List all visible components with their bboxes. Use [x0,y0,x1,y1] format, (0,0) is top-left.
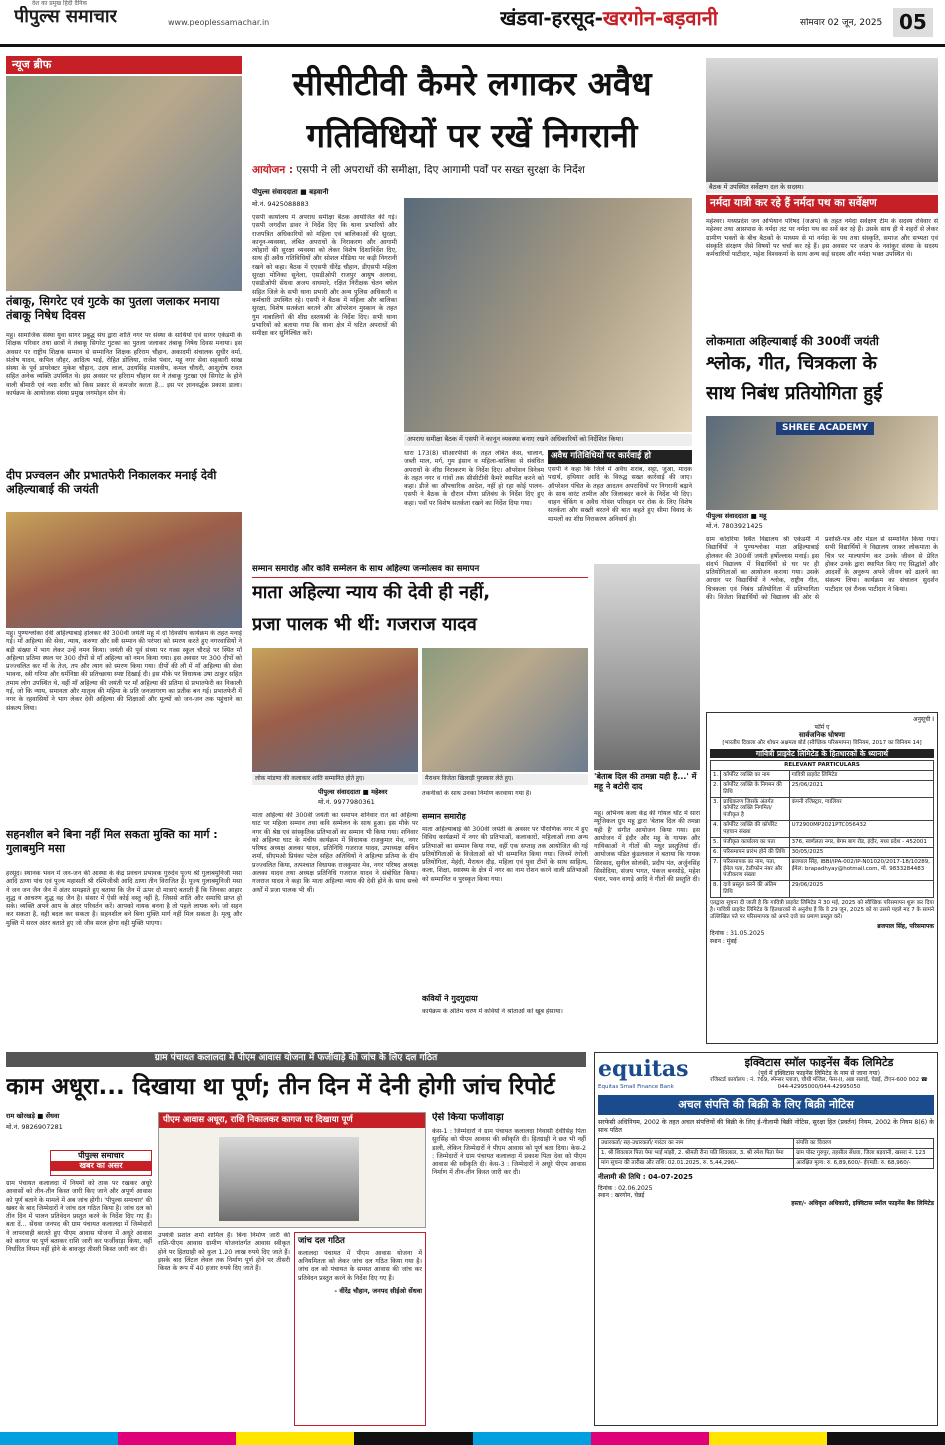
equitas-address: रजिस्टर्ड कार्यालय : नं. 769, स्पेन्सर प्लाजा, चौथी मंजिल, फेस-II, अन्ना सलाई, चेन्नई, टीएन-600 002 ☎ 044-42995000/044-42995050 [710,1077,928,1091]
story2-headline: दीप प्रज्वलन और प्रभातफेरी निकालकर मनाई देवी अहिल्याबाई की जयंती [6,468,217,497]
notice-cell: कंपनी रजिस्ट्रार, ग्वालियर [789,797,933,821]
equitas-sign: हस्ता/- अधिकृत अधिकारी, इक्विटास स्मॉल फाइनेंस बैंक लिमिटेड [791,1199,934,1207]
event-body-col2c: कार्यक्रम के अंतिम चरण में कवियों ने श्रोताओं को खूब हंसाया। [422,1008,563,1015]
academy-headline-line1: लोकमाता अहिल्याबाई की 300वीं जयंती [706,334,879,348]
lead-kicker-text: एसपी ने ली अपराधों की समीक्षा, दिए आगामी पर्वों पर सख्त सुरक्षा के निर्देश [296,164,585,176]
event-photo-2-caption: मैराथन विजेता खिलाड़ी पुरस्कार लेते हुए। [422,774,588,785]
liquidation-notice-ad [706,712,938,1044]
equitas-cell: उधारकर्ता/ सह-उधारकर्ता/ गारंटर का नाम [599,1139,794,1149]
equitas-row [599,1139,934,1149]
pmay-team-head: जांच दल गठित [298,1236,345,1246]
notice-cell: 3. [711,797,721,821]
color-swatch-cyan-2 [473,1432,591,1445]
singer-photo [594,564,700,770]
story3-headline: सहनशील बने बिना नहीं मिल सकता मुक्ति का मार्ग : गुलाबमुनि मसा [6,828,218,855]
event-subhead-1: सम्मान समारोह [422,812,466,821]
color-swatch-black [354,1432,472,1445]
news-brief-bar [6,56,242,74]
notice-company: गावित्री प्राइवेट लिमिटेड के हितधारकों के ध्यानार्थ [710,749,934,758]
news-brief-label: न्यूज ब्रीफ [12,58,52,71]
event-body-col1: माता अहिल्या की 300वीं जयंती का समापन शनिवार रात को अहिल्या घाट पर महिला सम्मान तथा कवि सम्मेलन के साथ हुआ। इस मौके पर नगर की श्रेष्ठ एवं सांस्कृतिक प्रतिभाओं का सम्मान भी किया गया। शनिवार को अहिल्या घाट के मंचीय कार्यक्रम में विधायक राजकुमार मेव, नगर परिषद अध्यक्ष अलका यादव, प्रतिनिधि गजराज यादव, उपाध्यक्ष सचिन शर्मा, सीएमओ प्रियंका पटेल सहित अतिथियों ने अहिल्या प्रतिमा के दीप प्रज्ज्वलित किया, तत्पश्चात विधायक राजकुमार मेव, नगर परिषद अध्यक्ष अलका यादव तथा अध्यक्ष प्रतिनिधि गजराज यादव ने संबोधित किया। गजराज यादव ने कहा कि माता अहिल्या न्याय की देवी होने के साथ सच्चे अर्थों में प्रजा पालक भी थीं। [252,812,418,894]
page-number: 05 [893,8,933,37]
notice-row [711,881,934,898]
event-body-col2b: माता अहिल्याबाई की 300वीं जयंती के अवसर पर पौराणिक नगर में हुए विविध कार्यक्रमों में नगर की प्रतिभाओं, कलाकारों, महिलाओं तथा अन्य प्रतिभाओं का सम्मान किया गया, वहीं एक सप्ताह तक आयोजित की गई प्रतियोगिताओं के विजेताओं को भी सम्मानित किया गया। जिनमें रंगोली प्रतियोगिता, मेहंदी, मैराथन दौड़, महिला एवं युवा टीमों के साथ साहित्य, कला, शिक्षा, स्वास्थ्य के क्षेत्र में नगर का नाम रोशन करने वाली प्रतिभाओं को सम्मानित व पुरस्कृत किया गया। [422,826,588,883]
equitas-title: इक्विटास स्मॉल फाइनेंस बैंक लिमिटेड [744,1056,894,1069]
masthead [0,0,945,44]
equitas-logo: equitas [598,1056,689,1082]
newspaper-logo: पीपुल्स समाचार [14,6,117,27]
equitas-auction-date: नीलामी की तिथि : 04-07-2025 [598,1172,693,1181]
event-photo-2 [422,648,588,772]
notice-cell: गावित्री प्राइवेट लिमिटेड [789,770,933,780]
masthead-rule [0,44,945,47]
singer-headline: 'बेताब दिल की तमन्ना यही है...' में महू ने बटोरी दाद [594,772,697,791]
equitas-cell: 1. श्री शिवलाल पिता पेमा भाई मांझी, 2. श्रीमती रीना पति शिवलाल, 3. श्री रमेश पिता पेमा [599,1149,794,1159]
academy-photo-banner: SHREE ACADEMY [776,422,874,435]
notice-cell: 30/05/2025 [789,847,933,857]
notice-cell: 1. [711,770,721,780]
notice-appendix: अनुसूची I [912,716,934,723]
impact-badge-logo: पीपुल्स समाचार [78,1151,124,1160]
impact-badge-label: खबर का असर [51,1161,151,1171]
event-headline-line1: माता अहिल्या न्याय की देवी ही नहीं, [252,582,491,603]
story1-body: महू। सामाजिक संस्था युवा सागर प्रबुद्ध संघ द्वारा शांति नगर पर संस्था के साथियों एवं सागर एकेडमी के शिक्षक परिवार तथा छात्रों ने तंबाकू सिगरेट गुटका का पुतला जलाकर तंबाकू निषेध दिवस मनाया। इस अवसर पर राष्ट्रीय शिक्षक सम्मान से सम्मानित शिक्षक हरिराम चौहान, अकादमी संचालक सुधीर वर्मा, संतोष यादव, कपिल जौहर, आदित्य भाई, रोहित डोलिया, राजेश पंवार, महू नगर सेवा सहकारी साख संस्था के पूर्व डायरेक्टर मुकेश चौहान, उदय लाल, उदयसिंह मालवीय, कमल चौधरी, आशुतोष रावत सहित अनेक व्यक्ति उपस्थित थे। इस अवसर पर हरिराम चौहान सर ने तंबाकू गुटखा एवं सिगरेट के होने वाली बीमारी एवं नशा शरीर को किस प्रकार से कमजोर करता है... इस पर ज्ञानवर्द्धक प्रकाश डाला। कार्यक्रम के आयोजक संस्था प्रमुख जगमोहन सोन थे। [6,332,242,398]
notice-cell: परिसमापक का नाम, पता, ईमेल पता, टेलीफोन नंबर और पंजीकरण संख्या [721,857,789,881]
lead-subhead: अवैध गतिविधियों पर कार्रवाई हो [548,450,692,464]
color-swatch-yellow [236,1432,354,1445]
equitas-row [599,1159,934,1169]
pmay-cases: केस-1 : जिम्मेदारों ने ग्राम पंचायत कलालदा निवासी देवीसिंह पिता सुरसिंह को पीएम आवास की स्वीकृति दी। हितग्राही ने छत भी नहीं डाली, लेकिन जिम्मेदारों ने पीएम आवास को पूर्ण बता दिया। केस-2 : जिम्मेदारों ने ग्राम पंचायत कलालदा में प्रकाश पिता देवा को पीएम आवास की स्वीकृति दी। केस-3 : जिम्मेदारों ने अधूरे पीएम आवास निर्माण में तीन-तीन किस्त जारी कर दी। [432,1128,586,1177]
notice-cell: परिसमापन प्रारंभ होने की तिथि [721,847,789,857]
notice-cell: 8. [711,881,721,898]
notice-cell: 6. [711,847,721,857]
equitas-notice-title: अचल संपत्ति की बिक्री के लिए बिक्री नोटिस [598,1095,934,1115]
equitas-cell: संपत्ति का विवरण [794,1139,934,1149]
color-swatch-magenta-2 [591,1432,709,1445]
notice-cell: प्राधिकरण जिसके अंतर्गत कॉर्पोरेट व्यक्ति निगमित/पंजीकृत है [721,797,789,821]
notice-row [711,847,934,857]
lead-headline-line1: सीसीटीवी कैमरे लगाकर अवैध [292,64,652,103]
notice-cell: 4. [711,821,721,838]
notice-cell: 29/06/2025 [789,881,933,898]
event-photo-1-caption: लोक मांडणा की कलाकार शांति सम्मानित होते हुए। [252,774,418,785]
lead-body-col1: एसपी कार्यालय में अपराध समीक्षा बैठक आयोजित की गई। एसपी जगदीश डावर ने निर्देश दिए कि थाना प्रभारियों और राजपत्रित अधिकारियों को महिला एवं बालिकाओं की सुरक्षा, कानून-व्यवस्था, लंबित अपराधों के निराकरण और आगामी त्योहारों की सुरक्षा व्यवस्था को लेकर विशेष दिशानिर्देश दिए, साथ ही अवैध गतिविधियों और सोशल मीडिया पर कड़ी निगरानी रखने को कहा। बैठक में एएसपी धीरेंद्र चौहान, डीएसपी महिला सुरक्षा मोनिका सुनेला, एसडीओपी राजपुर आयुष अलावा, एसडीओपी सेंधवा अजय वाघमारे, रक्षित निरीक्षक चेतन बघेल सहित जिले के सभी थाना प्रभारी और अन्य पुलिस अधिकारी व कर्मचारी उपस्थित रहे। एसपी ने बैठक में महिला और बालिका सुरक्षा, विशेष सतर्कता बरतने और ऑपरेशन मुस्कान के तहत गुम नाबालिगों की शीघ्र दस्तयाबी के निर्देश दिए। सभी थाना प्रभारियों को बताया गया कि थाना क्षेत्र में घटित अपराधों की समीक्षा कर सुनिश्चित करें। [252,214,397,338]
pmay-clipping [158,1112,426,1228]
color-swatch-cyan [0,1432,118,1445]
notice-row [711,780,934,797]
equitas-logo-block [598,1056,689,1090]
pmay-team-box [294,1232,426,1426]
lead-byline: पीपुल्स संवाददाता ■ बड़वानी [252,188,329,196]
notice-row [711,797,934,821]
issue-date: सोमवार 02 जून, 2025 [800,18,883,28]
pmay-headline: काम अधूरा... दिखाया था पूर्ण; तीन दिन में देनी होगी जांच रिपोर्ट [6,1074,555,1100]
equitas-place: स्थान : खरगोन, चेन्नई [598,1192,645,1200]
notice-table-head: RELEVANT PARTICULARS [711,761,934,771]
print-color-bar [0,1432,945,1445]
section-title-part-a: खंडवा-हरसूद- [500,6,603,30]
equitas-header [598,1056,934,1091]
color-swatch-black-2 [827,1432,945,1445]
lead-photo-caption: अपराध समीक्षा बैठक में एसपी ने कानून व्यवस्था बनाए रखने अधिकारियों को निर्देशित किया। [404,434,692,446]
equitas-ad [594,1052,938,1426]
academy-photo [706,416,938,510]
academy-mobile: मो.नं. 7803921425 [706,522,763,530]
equitas-row [599,1149,934,1159]
equitas-table [598,1138,934,1169]
pmay-team-sign: - वीरेंद्र चौहान, जनपद सीईओ सेंधवा [334,1286,422,1295]
website-url: www.peoplessamachar.in [168,18,270,27]
notice-cell: 7. [711,857,721,881]
story3-body: हरसूद। स्थानक भवन में जन-जन की आस्था के केंद्र प्रवचन प्रभावक गुरुदेव पूज्य श्री गुलाबमुनिजी मसा आदि ठाणा पांच एवं पूज्य महासती श्री रश्मिजीश्री आदि ठाणा तीन विराजित हैं। पूज्य गुलाबमुनिजी मसा ने जन जन जैन जैन में अंतर समझाते हुए बताया कि जैन में ऊपर दो मात्राएं बताती हैं कि जिनका आहार शुद्ध व आचरण शुद्ध वह जैन है। संसार में ऐसी कोई वस्तु नहीं है, जिससे शांति और समाधि प्राप्त हो सके। व्यक्ति अपने आप के अंदर परिवर्तन करें। आपको नायक बनना है तो पहले लायक बनें। जो सहन कर सकता है, वही बदल कर सकता है। सहनशील बने बिना मुक्ति मार्ग नहीं मिल सकता है। मृत्यु और मुक्ति में सरल अंतर बताते हुए जो जीव सरल होगा वही मुक्ति पाएगा। [6,870,242,927]
notice-row [711,821,934,838]
notice-cell: 5. [711,837,721,847]
event-body-col2a: तकनीकों के साथ उनका निर्माण करवाया गया है। [422,790,532,797]
equitas-date: दिनांक : 02.06.2025 [598,1184,653,1192]
narmada-body: महेश्वर। मध्यप्रदेश जन अभियान परिषद (जअप) के तहत नर्मदा सर्वेक्षण टीम के सदस्य रविवार से महेश्वर तथा आसपास के नर्मदा तट पर नर्मदा पथ का सर्वे कर रहे हैं। उसके साथ ही ये शहरों से लेकर ग्रामीण भक्तों के बीच बैठकों के माध्यम से मां नर्मदा के पथ तथा संस्कृति, समाज और सभ्यता एवं संस्कृति संरक्षण जैसे विषयों पर चर्चा कर रहे हैं। इस अवसर पर जअप के नवांकुर संस्था के सदस्य कर्मचारियों पाटीदार, महेश विश्वकर्मा के साथ अन्य कई सदस्य और नर्मदा भक्त उपस्थित थे। [706,218,938,259]
academy-headline-line3: साथ निबंध प्रतियोगिता हुई [706,383,883,404]
notice-signoff: ब्रजपाल सिंह, परिसमापक [877,922,934,930]
pmay-clipping-headline: पीएम आवास अधूरा, राशि निकालकर कागज पर दिखाया पूर्ण [159,1113,425,1128]
lead-headline-line2: गतिविधियों पर रखें निगरानी [306,116,638,155]
section-title-part-b: खरगोन-बड़वानी [602,6,718,30]
notice-cell: कॉर्पोरेट व्यक्ति का नाम [721,770,789,780]
story1-headline: तंबाकू, सिगरेट एवं गुटके का पुतला जलाकर मनाया तंबाकू निषेध दिवस [6,294,220,323]
pmay-clipping-photo [219,1137,359,1221]
equitas-cell: ग्राम पोस्ट गुरुपुर, तहसील सेंधवा, जिला बड़वानी, खसरा नं. 123 [794,1149,934,1159]
notice-row [711,770,934,780]
pmay-mobile: मो.नं. 9826907281 [6,1123,63,1131]
pmay-body-col2: उपयंत्री प्रशांत शर्मा शामिल हैं। बिना निर्माण जारी की राशि-पीएम आवास ग्रामीण योजनांतर्गत आवास स्वीकृत होने पर हितग्राही को कुल 1.20 लाख रुपये दिए जाते हैं। इसके बाद लिंटल लेवल तक निर्माण पूर्ण होने पर तीसरी किस्त के रूप में 40 हजार रुपये दिए जाते हैं। [158,1232,290,1273]
notice-place: स्थान : मुंबई [710,937,737,945]
notice-row [711,837,934,847]
narmada-headline: नर्मदा यात्री कर रहे हैं नर्मदा पथ का सर्वेक्षण [706,195,938,213]
equitas-subtitle: (पूर्व में इक्विटास फाइनेंस लिमिटेड के नाम से जाना गया) [758,1069,880,1077]
notice-title: सार्वजनिक घोषणा [798,731,845,739]
narmada-photo [706,58,938,182]
notice-form: फॉर्म ए [814,723,830,731]
notice-table [710,760,934,898]
event-kicker: सम्मान समारोह और कवि सम्मेलन के साथ अहिल्या जन्मोत्सव का समापन [252,564,588,578]
notice-row [711,857,934,881]
notice-cell: 25/06/2021 [789,780,933,797]
notice-cell: कॉर्पोरेट व्यक्ति के निगमन की तिथि [721,780,789,797]
story2-body: महू। पुण्यश्लोका देवी अहिल्याबाई होलकर की 300वीं जयंती महू में दो दिवसीय कार्यक्रम के तहत मनाई गई। माँ अहिल्या की सेवा, न्याय, करुणा और स्त्री सम्मान की परंपरा को स्मरण करते हुए नगरवासियों ने बड़ी संख्या में भाग लेकर उन्हें नमन किया। जयंती की पूर्व संध्या पर गल्र्स स्कूल चौराहे पर स्थित माँ अहिल्या प्रतिमा स्थल पर 300 दीपों से माँ अहिल्या को नमन किया गया। इस अवसर पर 300 दीपों को प्रज्ज्वलित कर माँ के तेज, तप और त्याग को स्मरण किया गया। दीपों की लौ में माँ अहिल्या की सेवा भावना, स्त्री गरिमा और धर्मनिष्ठा की प्रतिच्छाया स्पष्ट दिखाई दी। इस मौके पर विधायक उषा ठाकुर सहित तमाम लोग उपस्थित थे, वहीं माँ अहिल्या की जयंती पर माँ अहिल्या की प्रतिमा से प्रभातफेरी का निकाली गई, जो कि न्याय, समानता और मातृत्व की महिमा के प्रति जनजागरण का प्रतीक बन गई। प्रभातफेरी में नगर के रहवासियों ने भाग लेकर देवी अहिल्या की शिक्षाओं और मूल्यों को जन-जन तक पहुंचाने का संकल्प लिया। [6,630,242,712]
equitas-cell: आरक्षित मूल्य: रु. 6,89,600/- ईएमडी: रु. 68,960/- [794,1159,934,1169]
tobacco-photo [6,76,242,291]
notice-cell: 2. [711,780,721,797]
notice-date: दिनांक : 31.05.2025 [710,930,765,938]
pmay-case-head: ऐसे किया फर्जीवाड़ा [432,1112,504,1123]
equitas-intro: सरफेसी अधिनियम, 2002 के तहत अचल संपत्तियों की बिक्री के लिए ई-नीलामी बिक्री नोटिस, सुरक्षा हित (प्रवर्तन) नियम, 2002 के नियम 8(6) के साथ पठित [598,1118,934,1134]
event-byline: पीपुल्स संवाददाता ■ महेश्वर [318,788,388,796]
singer-body: महू। अभिनय कला केंद्र की गोयल थॉट में सारा म्यूजिकल ग्रुप महू द्वारा 'बेताब दिल की तमन्ना यही है' संगीत आयोजन किया गया। इस आयोजन में इंदौर और महू के गायक और गायिकाओं ने गीतों की मधुर प्रस्तुतियां दीं। आयोजक पंडित कुंडलवाल ने बताया कि गायक सिरसाद, सुनील सोलंकी, प्रदीप पंत, अर्जुनसिंह सिसोदिया, संजय भगत, पंकज बनसोड़े, महेश पंवार, पवन वागड़े आदि ने गीतों की प्रस्तुति दी। [594,810,700,884]
notice-cell: 376, स्वर्णलता नगर, बेगम बाग रोड, इंदौर, मध्य प्रदेश - 452001 [789,837,933,847]
notice-cell: ब्रजपाल सिंह, IBBI/IPA-002/IP-N01020/2017-18/10289, ईमेल: brapadhyay@hotmail.com, मो. 9833284483 [789,857,933,881]
section-title [500,6,718,31]
notice-cell: पंजीकृत कार्यालय का पता [721,837,789,847]
event-photo-1 [252,648,418,772]
event-mobile: मो.नं. 9977980361 [318,798,375,806]
notice-rows [711,770,934,897]
lead-kicker-label: आयोजन : [252,164,294,176]
pmay-team-body: कलालदा पंचायत में पीएम आवास योजना में अनियमितता को लेकर जांच दल गठित किया गया है। जांच दल को पंचायत के समस्त आवास की जांच कर प्रतिवेदन प्रस्तुत करने के निर्देश दिए गए हैं। [298,1249,422,1282]
color-swatch-magenta [118,1432,236,1445]
academy-body: ग्राम कोदरिया स्थित विद्यालय श्री एकेडमी में विद्यार्थियों ने पुण्यश्लोका माता अहिल्याबाई होलकर की 300वीं जयंती हर्षोल्लास मनाई। इस संदर्भ विद्यालय में विद्यार्थियों से घर पर ही प्रतियोगिताओं का आयोजन कराया गया। उसके आधार पर विद्यार्थियों ने श्लोक, राष्ट्रीय गीत, चित्रकला एवं निबंध प्रतियोगिता में प्रतिभागिता की। विजेता विद्यार्थियों को विद्यालय की ओर से प्रशस्ति-पत्र और मेडल से सम्मानित किया गया। सभी विद्यार्थियों ने विद्यालय जाकर लोकमाता के चित्र पर माल्यार्पण कर उनके जीवन से प्रेरित होकर उनके द्वारा स्थापित किए गए सिद्धांतों और आदर्शों के अनुरूप अपने जीवन को ढालने का संकल्प लिया। कार्यक्रम का संचालन सुदर्शन पाटीदार एवं रौनक पाटीदार ने किया। [706,536,938,602]
lead-body-col3: धारा 173(8) सीआरपीसी के तहत लंबित केस, चालान, जब्ती माल, मर्ग, गुम इंसान व महिला-बालिका से संबंधित अपराधों के शीघ्र निराकरण के निर्देश दिए। ऑपरेशन त्रिनेत्रम के तहत नगर व गांवों तक सीसीटीवी कैमरे स्थापित करने को कहा। डीजे का औपचारिक आदेश, नहीं हो रहा कोई पालन-एसपी ने बैठक के दौरान मीणा प्रतिबंध के निर्देश दिए हुए कहा। पर्वों पर विशेष सतर्कता रखने का निर्देश दिया गया। [404,450,544,507]
equitas-title-block [704,1056,934,1091]
academy-headline-line2: श्लोक, गीत, चित्रकला के [706,353,877,374]
notice-cell: कॉर्पोरेट व्यक्ति की कॉर्पोरेट पहचान संख्या [721,821,789,838]
equitas-logo-tag: Equitas Small Finance Bank [598,1083,674,1090]
equitas-rows [599,1139,934,1169]
lead-mobile: मो.नं. 9425088883 [252,200,309,208]
lead-meeting-photo [404,198,692,432]
deepotsav-photo [6,512,242,628]
notice-footer: एतद्वारा सूचना दी जाती है कि गावित्री प्राइवेट लिमिटेड ने 30 मई, 2025 को स्वैच्छिक परिसमापन शुरू कर दिया है। गावित्री प्राइवेट लिमिटेड के हितधारकों से अनुरोध है कि वे 29 जून, 2025 को या उससे पहले मद 7 के सामने उल्लिखित पते पर परिसमापक को अपने दावे का प्रमाण प्रस्तुत करें। [710,900,934,920]
academy-byline: पीपुल्स संवाददाता ■ महू [706,512,767,520]
notice-cell: U72900MP2021PTC056432 [789,821,933,838]
notice-law: [भारतीय दिवाला और शोधन अक्षमता बोर्ड (स्वैच्छिक परिसमापन) विनियम, 2017 का विनियम 14] [722,739,922,746]
equitas-cell: मांग सूचना की तारीख और राशि: 02.01.2025, रु. 5,44,296/- [599,1159,794,1169]
color-swatch-yellow-2 [709,1432,827,1445]
pmay-body-col1: ग्राम पंचायत कलालदा में नियमों को ताक पर रखकर अधूरे आवासों को तीन-तीन किस्त जारी किए जाने और अपूर्ण आवास को पूर्ण बताने के मामले में अब जांच होगी। 'पीपुल्स समाचार' की खबर के बाद जिम्मेदारों ने जांच दल गठित किया है। जांच दल को तीन दिन में पालन प्रतिवेदन प्रस्तुत करने के निर्देश दिए गए हैं। बता दें... सेंधवा जनपद की ग्राम पंचायत कलालदा में जिम्मेदारों ने लापरवाही बरतते हुए पीएम आवास योजना में अधूरे आवास को कागज पर पूर्ण बताकर राशि जारी कर फर्जीवाड़ा किया, वहीं निर्धारित नियम नहीं होने के बावजूद तीसरी किस्त जारी कर दी। [6,1180,152,1254]
pmay-kicker: ग्राम पंचायत कलालदा में पीएम आवास योजना में फर्जीवाड़े की जांच के लिए दल गठित [6,1052,586,1067]
notice-cell: दावे प्रस्तुत करने की अंतिम तिथि [721,881,789,898]
narmada-photo-caption: बैठक में उपस्थित सर्वेक्षण दल के सदस्य। [706,182,938,193]
pmay-byline: राम खोरखड़े ■ सेंधवा [6,1112,60,1120]
lead-body-col4: एसपी ने कहा कि जिले में अवैध शराब, सट्टा, जुआ, मादक पदार्थ, हथियार आदि के विरुद्ध सख्त कार्रवाई की जाए। ऑपरेशन पंचित के तहत आदतन अपराधियों पर निगरानी बढ़ाने के साथ वारंट तामील और जिलाबदर करने के निर्देश भी दिए। वाहन चेकिंग व अवैध गोवंश परिवहन पर रोक के लिए विशेष सतर्कता और सख्ती बरतने की बात कहते हुए सीमा विवाद के मामलों का शीघ्र निराकरण अनिवार्य हो। [548,466,692,523]
event-headline-line2: प्रजा पालक भी थीं: गजराज यादव [252,614,477,635]
lead-kicker [252,164,692,182]
event-subhead-2: कवियों ने गुदगुदाया [422,994,478,1003]
logo-tagline: देश का प्रमुख हिंदी दैनिक [32,0,88,7]
